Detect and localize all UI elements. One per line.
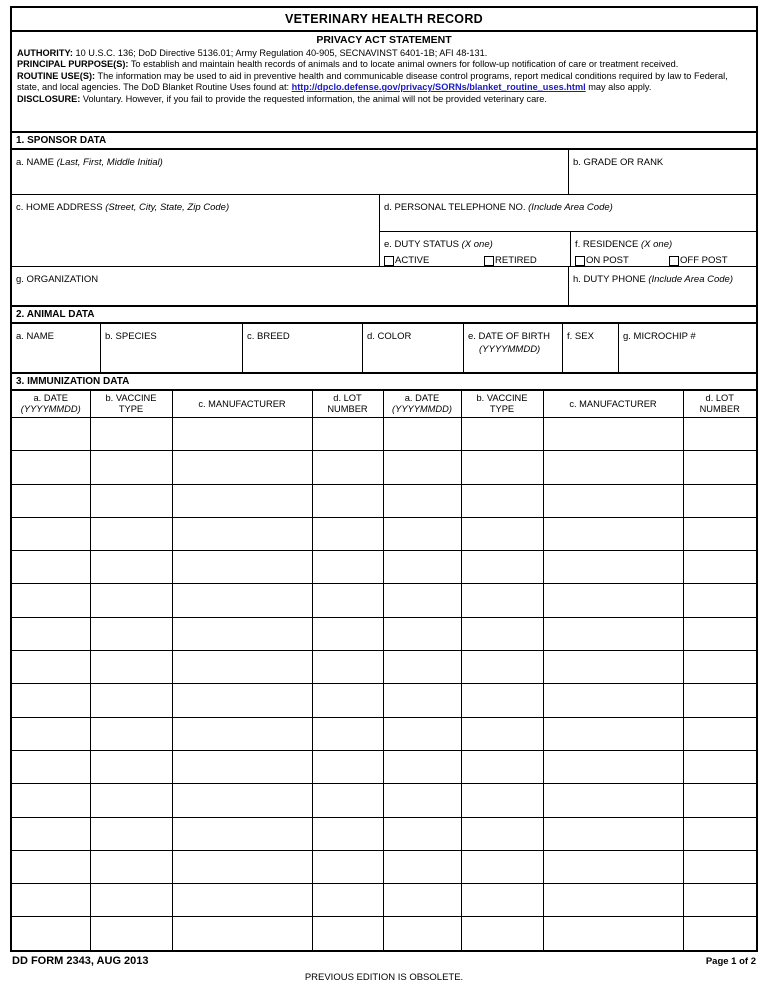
immunization-cell[interactable] (90, 551, 172, 584)
organization-label: g. ORGANIZATION (16, 274, 99, 285)
immunization-cell[interactable] (312, 517, 383, 550)
immunization-cell[interactable] (90, 418, 172, 451)
immunization-header-row (12, 391, 756, 418)
immunization-cell[interactable] (12, 784, 90, 817)
immunization-body (12, 418, 756, 950)
table-row (12, 850, 756, 883)
immunization-cell[interactable] (383, 817, 461, 850)
immunization-cell[interactable] (90, 717, 172, 750)
animal-field-row (12, 322, 756, 372)
table-row (12, 917, 756, 950)
grade-or-rank-label: b. GRADE OR RANK (573, 157, 664, 168)
immunization-cell[interactable] (172, 850, 312, 883)
immunization-cell[interactable] (543, 617, 683, 650)
column-header-line2: TYPE (489, 404, 515, 414)
immunization-cell[interactable] (383, 717, 461, 750)
checkbox-icon[interactable] (575, 256, 585, 266)
immunization-cell[interactable] (383, 484, 461, 517)
form-identifier: DD FORM 2343, AUG 2013 (12, 954, 149, 967)
immunization-column-header (312, 391, 383, 418)
immunization-cell[interactable] (312, 484, 383, 517)
immunization-cell[interactable] (172, 884, 312, 917)
form-title-box (10, 6, 758, 32)
field-animal-microchip[interactable] (618, 324, 756, 372)
table-row (12, 784, 756, 817)
immunization-cell[interactable] (312, 784, 383, 817)
immunization-cell[interactable] (683, 484, 756, 517)
immunization-cell[interactable] (312, 584, 383, 617)
residence-options (575, 255, 753, 266)
field-personal-telephone[interactable] (380, 195, 756, 231)
immunization-cell[interactable] (12, 584, 90, 617)
privacy-sorn-link[interactable]: http://dpclo.defense.gov/privacy/SORNs/blanket_routine_uses.html (291, 82, 586, 93)
immunization-column-header (683, 391, 756, 418)
immunization-cell[interactable] (172, 917, 312, 950)
immunization-cell[interactable] (312, 917, 383, 950)
form-footer (10, 955, 758, 995)
immunization-cell[interactable] (543, 418, 683, 451)
immunization-cell[interactable] (461, 418, 543, 451)
sponsor-row-name (12, 148, 756, 194)
immunization-cell[interactable] (12, 418, 90, 451)
immunization-cell[interactable] (172, 484, 312, 517)
immunization-cell[interactable] (312, 551, 383, 584)
immunization-cell[interactable] (543, 850, 683, 883)
disclosure-text: Voluntary. However, if you fail to provide the requested information, the animal will not be provided veterinary care. (82, 93, 547, 104)
immunization-cell[interactable] (90, 684, 172, 717)
principal-purpose-text: To establish and maintain health records of animals and to locate animal owners for follow-up notification of care or treatment received. (130, 59, 679, 70)
immunization-cell[interactable] (90, 584, 172, 617)
immunization-cell[interactable] (383, 884, 461, 917)
immunization-cell[interactable] (543, 551, 683, 584)
immunization-cell[interactable] (12, 617, 90, 650)
immunization-column-header (383, 391, 461, 418)
immunization-cell[interactable] (172, 517, 312, 550)
immunization-cell[interactable] (90, 651, 172, 684)
checkbox-icon[interactable] (669, 256, 679, 266)
immunization-cell[interactable] (461, 750, 543, 783)
immunization-cell[interactable] (90, 617, 172, 650)
immunization-cell[interactable] (383, 684, 461, 717)
immunization-table (12, 391, 756, 950)
field-animal-name[interactable] (12, 324, 100, 372)
column-header-line1: c. MANUFACTURER (569, 398, 657, 409)
column-header-line1: a. DATE (33, 393, 68, 403)
field-duty-status (380, 232, 570, 266)
disclosure-label: DISCLOSURE: (17, 93, 81, 104)
immunization-cell[interactable] (12, 451, 90, 484)
immunization-cell[interactable] (312, 850, 383, 883)
checkbox-duty-status-retired[interactable] (484, 255, 537, 266)
immunization-cell[interactable] (461, 451, 543, 484)
immunization-cell[interactable] (90, 750, 172, 783)
immunization-cell[interactable] (312, 817, 383, 850)
animal-color-label: d. COLOR (367, 331, 412, 342)
table-row (12, 484, 756, 517)
checkbox-label: OFF POST (680, 255, 728, 266)
immunization-cell[interactable] (683, 717, 756, 750)
immunization-cell[interactable] (461, 584, 543, 617)
table-row (12, 551, 756, 584)
immunization-cell[interactable] (90, 884, 172, 917)
personal-telephone-label: d. PERSONAL TELEPHONE NO. (384, 202, 526, 213)
previous-edition-notice: PREVIOUS EDITION IS OBSOLETE. (304, 971, 464, 983)
immunization-cell[interactable] (543, 517, 683, 550)
column-header-line2: (YYYYMMDD) (20, 404, 81, 414)
immunization-column-header (12, 391, 90, 418)
immunization-cell[interactable] (312, 684, 383, 717)
immunization-cell[interactable] (383, 551, 461, 584)
immunization-cell[interactable] (12, 917, 90, 950)
immunization-cell[interactable] (543, 884, 683, 917)
column-header-line2: (YYYYMMDD) (392, 404, 452, 414)
checkbox-label: ON POST (586, 255, 629, 266)
field-home-address[interactable] (12, 195, 379, 266)
sponsor-data-section (10, 133, 758, 307)
immunization-cell[interactable] (90, 484, 172, 517)
immunization-cell[interactable] (683, 917, 756, 950)
immunization-section-header: 3. IMMUNIZATION DATA (16, 376, 130, 387)
immunization-cell[interactable] (543, 784, 683, 817)
immunization-cell[interactable] (312, 884, 383, 917)
field-duty-phone[interactable] (568, 267, 756, 305)
immunization-cell[interactable] (90, 917, 172, 950)
sponsor-row-organization (12, 266, 756, 305)
checkbox-icon[interactable] (484, 256, 494, 266)
immunization-cell[interactable] (543, 484, 683, 517)
table-row (12, 884, 756, 917)
immunization-cell[interactable] (461, 917, 543, 950)
authority-paragraph (17, 48, 751, 59)
immunization-cell[interactable] (461, 684, 543, 717)
privacy-act-heading: PRIVACY ACT STATEMENT (316, 34, 452, 46)
immunization-cell[interactable] (543, 651, 683, 684)
immunization-cell[interactable] (12, 750, 90, 783)
immunization-cell[interactable] (172, 617, 312, 650)
immunization-cell[interactable] (312, 651, 383, 684)
routine-use-tail: may also apply. (588, 82, 652, 93)
field-organization[interactable] (12, 267, 568, 305)
routine-use-label: ROUTINE USE(S): (17, 70, 96, 81)
duty-status-options (384, 255, 567, 266)
immunization-cell[interactable] (172, 784, 312, 817)
immunization-cell[interactable] (12, 551, 90, 584)
sponsor-right-stack (379, 195, 756, 266)
immunization-cell[interactable] (172, 817, 312, 850)
immunization-cell[interactable] (461, 484, 543, 517)
immunization-cell[interactable] (461, 717, 543, 750)
home-address-hint: (Street, City, State, Zip Code) (105, 202, 230, 213)
immunization-cell[interactable] (383, 750, 461, 783)
column-header-line1: c. MANUFACTURER (198, 398, 286, 409)
immunization-cell[interactable] (383, 584, 461, 617)
immunization-cell[interactable] (172, 750, 312, 783)
table-row (12, 684, 756, 717)
checkbox-icon[interactable] (384, 256, 394, 266)
residence-label: f. RESIDENCE (575, 239, 639, 250)
principal-purpose-label: PRINCIPAL PURPOSE(S): (17, 59, 129, 70)
immunization-cell[interactable] (90, 817, 172, 850)
immunization-cell[interactable] (90, 451, 172, 484)
immunization-cell[interactable] (172, 684, 312, 717)
animal-sex-label: f. SEX (567, 331, 594, 342)
immunization-cell[interactable] (543, 817, 683, 850)
animal-dob-hint: (YYYYMMDD) (479, 344, 541, 355)
table-row (12, 451, 756, 484)
immunization-cell[interactable] (543, 451, 683, 484)
table-row (12, 651, 756, 684)
immunization-cell[interactable] (12, 651, 90, 684)
home-address-label: c. HOME ADDRESS (16, 202, 103, 213)
immunization-cell[interactable] (683, 651, 756, 684)
sponsor-row-address (12, 194, 756, 266)
column-header-line1: b. VACCINE (476, 393, 528, 403)
immunization-cell[interactable] (683, 684, 756, 717)
immunization-cell[interactable] (683, 517, 756, 550)
field-animal-color[interactable] (362, 324, 463, 372)
immunization-cell[interactable] (312, 418, 383, 451)
immunization-cell[interactable] (543, 750, 683, 783)
immunization-cell[interactable] (172, 451, 312, 484)
principal-purpose-paragraph (17, 59, 751, 70)
column-header-line1: a. DATE (404, 393, 440, 403)
duty-status-label: e. DUTY STATUS (384, 239, 459, 250)
column-header-line2: TYPE (118, 404, 144, 414)
immunization-cell[interactable] (12, 717, 90, 750)
disclosure-paragraph (17, 94, 751, 105)
checkbox-residence-off-post[interactable] (669, 255, 728, 266)
table-row (12, 517, 756, 550)
immunization-cell[interactable] (461, 517, 543, 550)
immunization-column-header (172, 391, 312, 418)
table-row (12, 418, 756, 451)
sponsor-name-hint: (Last, First, Middle Initial) (56, 157, 163, 168)
immunization-cell[interactable] (12, 850, 90, 883)
column-header-line1: d. LOT (333, 393, 362, 403)
sponsor-row-status-residence (380, 231, 756, 266)
immunization-cell[interactable] (172, 551, 312, 584)
immunization-cell[interactable] (683, 850, 756, 883)
sponsor-section-header: 1. SPONSOR DATA (16, 135, 107, 146)
immunization-cell[interactable] (172, 584, 312, 617)
field-sponsor-name[interactable] (12, 150, 568, 194)
field-grade-or-rank[interactable] (568, 150, 756, 194)
immunization-cell[interactable] (312, 617, 383, 650)
field-residence (570, 232, 756, 266)
immunization-cell[interactable] (543, 584, 683, 617)
column-header-line1: b. VACCINE (105, 393, 157, 403)
page-title: VETERINARY HEALTH RECORD (285, 12, 483, 26)
routine-use-text: The information may be used to aid in preventive health and communicable disease control programs, report medical conditions required by law to Federal, state, and local agencies. The DoD Blanket Routine Uses found at: (17, 70, 728, 93)
immunization-cell[interactable] (90, 517, 172, 550)
authority-label: AUTHORITY: (17, 48, 73, 58)
immunization-data-section (10, 374, 758, 952)
immunization-cell[interactable] (683, 551, 756, 584)
immunization-cell[interactable] (461, 784, 543, 817)
animal-species-label: b. SPECIES (105, 331, 157, 342)
table-row (12, 584, 756, 617)
field-animal-dob[interactable] (463, 324, 562, 372)
immunization-cell[interactable] (312, 750, 383, 783)
immunization-cell[interactable] (683, 817, 756, 850)
immunization-cell[interactable] (312, 451, 383, 484)
immunization-cell[interactable] (383, 917, 461, 950)
animal-name-label: a. NAME (16, 331, 55, 342)
sponsor-name-label: a. NAME (16, 157, 55, 168)
animal-section-header: 2. ANIMAL DATA (16, 309, 95, 320)
page-number: Page 1 of 2 (705, 955, 756, 967)
immunization-cell[interactable] (383, 617, 461, 650)
immunization-cell[interactable] (683, 418, 756, 451)
immunization-cell[interactable] (683, 884, 756, 917)
immunization-column-header (543, 391, 683, 418)
checkbox-duty-status-active[interactable] (384, 255, 484, 266)
immunization-cell[interactable] (461, 617, 543, 650)
field-animal-species[interactable] (100, 324, 242, 372)
immunization-cell[interactable] (12, 884, 90, 917)
immunization-cell[interactable] (383, 651, 461, 684)
immunization-cell[interactable] (461, 551, 543, 584)
immunization-cell[interactable] (172, 418, 312, 451)
immunization-cell[interactable] (543, 917, 683, 950)
immunization-cell[interactable] (383, 517, 461, 550)
immunization-cell[interactable] (683, 784, 756, 817)
personal-telephone-hint: (Include Area Code) (528, 202, 613, 213)
table-row (12, 817, 756, 850)
routine-use-paragraph (17, 71, 751, 94)
immunization-cell[interactable] (543, 684, 683, 717)
immunization-cell[interactable] (172, 717, 312, 750)
immunization-cell[interactable] (90, 784, 172, 817)
duty-phone-label: h. DUTY PHONE (573, 274, 646, 285)
authority-text: 10 U.S.C. 136; DoD Directive 5136.01; Army Regulation 40-905, SECNAVINST 6401-1B; AFI 48-131. (75, 48, 488, 58)
immunization-column-header (461, 391, 543, 418)
immunization-cell[interactable] (683, 750, 756, 783)
immunization-cell[interactable] (461, 884, 543, 917)
table-row (12, 617, 756, 650)
checkbox-label: RETIRED (495, 255, 537, 266)
duty-phone-hint: (Include Area Code) (648, 274, 733, 285)
checkbox-residence-on-post[interactable] (575, 255, 669, 266)
immunization-cell[interactable] (683, 451, 756, 484)
immunization-cell[interactable] (383, 784, 461, 817)
immunization-cell[interactable] (461, 850, 543, 883)
residence-hint: (X one) (641, 239, 673, 250)
table-row (12, 750, 756, 783)
table-row (12, 717, 756, 750)
animal-microchip-label: g. MICROCHIP # (623, 331, 696, 342)
immunization-cell[interactable] (312, 717, 383, 750)
privacy-act-statement (10, 32, 758, 133)
immunization-cell[interactable] (12, 684, 90, 717)
duty-status-hint: (X one) (461, 239, 493, 250)
column-header-line2: NUMBER (699, 404, 740, 414)
immunization-cell[interactable] (12, 817, 90, 850)
immunization-cell[interactable] (383, 451, 461, 484)
immunization-cell[interactable] (543, 717, 683, 750)
animal-breed-label: c. BREED (247, 331, 290, 342)
animal-dob-label: e. DATE OF BIRTH (468, 331, 550, 342)
immunization-cell[interactable] (383, 850, 461, 883)
field-animal-sex[interactable] (562, 324, 618, 372)
checkbox-label: ACTIVE (395, 255, 430, 266)
immunization-cell[interactable] (12, 517, 90, 550)
immunization-cell[interactable] (461, 817, 543, 850)
immunization-cell[interactable] (683, 584, 756, 617)
immunization-cell[interactable] (461, 651, 543, 684)
immunization-cell[interactable] (383, 418, 461, 451)
immunization-table-wrap (12, 389, 756, 950)
immunization-cell[interactable] (90, 850, 172, 883)
column-header-line2: NUMBER (327, 404, 368, 414)
immunization-cell[interactable] (172, 651, 312, 684)
animal-data-section (10, 307, 758, 374)
immunization-column-header (90, 391, 172, 418)
field-animal-breed[interactable] (242, 324, 362, 372)
column-header-line1: d. LOT (705, 393, 734, 403)
immunization-cell[interactable] (12, 484, 90, 517)
immunization-cell[interactable] (683, 617, 756, 650)
